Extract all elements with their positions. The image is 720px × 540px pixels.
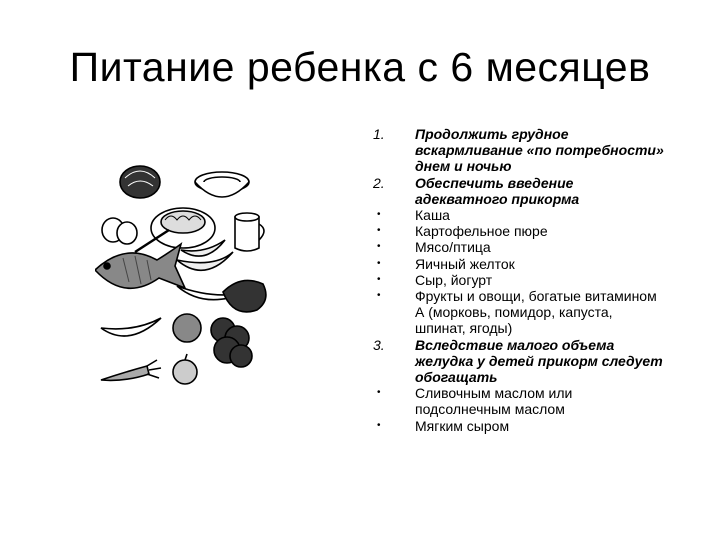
cup-icon: [235, 213, 264, 251]
tomato-icon: [173, 314, 201, 342]
fish-icon: [95, 244, 185, 288]
apple-icon: [173, 354, 197, 384]
list-marker: •: [377, 225, 381, 237]
melon-slice-icon: [101, 318, 161, 336]
list-item: [365, 288, 665, 337]
list-marker: 2.: [373, 174, 385, 191]
list-item-text: Вследствие малого объема желудка у детей прикорм следует обогащать: [415, 336, 663, 386]
list-item-text: Каша: [415, 207, 450, 224]
list-marker: •: [377, 419, 381, 431]
list-item-text: Яичный желток: [415, 255, 515, 272]
list-item-text: Обеспечить введение адекватного прикорма: [415, 174, 580, 207]
bowl-icon: [195, 172, 249, 197]
list-marker: 1.: [373, 126, 385, 142]
list-item: [365, 385, 665, 417]
list-item: [365, 126, 665, 175]
list-item-text: Сливочным маслом или подсолнечным маслом: [415, 385, 573, 418]
list-item-text: Сыр, йогурт: [415, 271, 493, 288]
list-item: [365, 256, 665, 272]
list-item-text: Продолжить грудное вскармливание «по потребности» днем и ночью: [415, 126, 664, 175]
list-item: [365, 223, 665, 239]
list-item: [365, 239, 665, 255]
list-item-text: Мясо/птица: [415, 239, 491, 256]
porridge-plate-icon: [135, 208, 215, 252]
list-item: [365, 175, 665, 207]
list-item: [365, 207, 665, 223]
list-marker: •: [377, 241, 381, 253]
food-illustration: [95, 160, 375, 400]
carrot-icon: [101, 360, 161, 380]
shell-icon: [120, 166, 160, 198]
list-item: [365, 418, 665, 434]
slide-title: Питание ребенка с 6 месяцев: [69, 44, 651, 90]
list-marker: •: [377, 209, 381, 221]
list-marker: •: [377, 257, 381, 269]
list-item-text: Фрукты и овощи, богатые витамином А (морковь, помидор, капуста, шпинат, ягоды): [415, 288, 657, 337]
list-item-text: Мягким сыром: [415, 417, 510, 434]
nutrition-list: [365, 126, 665, 434]
list-item: [365, 272, 665, 288]
eggs-icon: [102, 218, 137, 244]
broccoli-icon: [211, 318, 252, 367]
list-marker: •: [377, 290, 381, 302]
meat-icon: [223, 280, 266, 311]
list-marker: •: [377, 387, 381, 399]
list-item-text: Картофельное пюре: [415, 223, 548, 240]
list-marker: 3.: [373, 336, 385, 353]
list-marker: •: [377, 273, 381, 285]
list-item: [365, 337, 665, 386]
